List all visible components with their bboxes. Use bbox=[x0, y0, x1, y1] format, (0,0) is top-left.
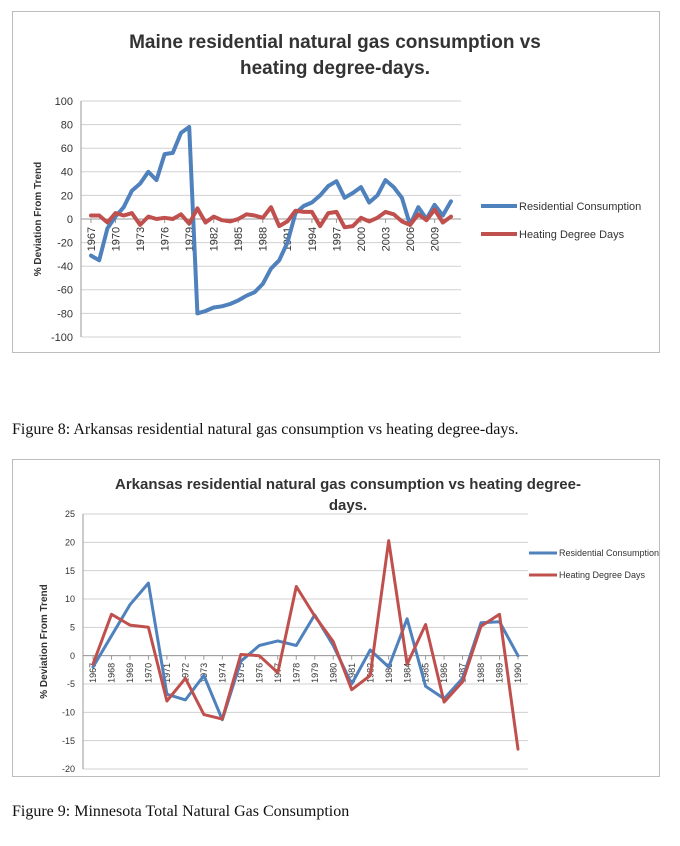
y-tick-label: 10 bbox=[64, 594, 75, 605]
x-tick-label: 1980 bbox=[328, 662, 339, 683]
legend-label: Residential Consumption bbox=[519, 200, 642, 213]
x-tick-label: 1988 bbox=[257, 226, 270, 252]
x-tick-label: 1970 bbox=[143, 662, 154, 683]
x-tick-label: 1979 bbox=[184, 226, 197, 252]
x-tick-label: 1976 bbox=[159, 226, 172, 252]
x-tick-label: 1968 bbox=[106, 662, 117, 683]
figure-8-caption: Figure 8: Arkansas residential natural gas consumption vs heating degree-days. bbox=[12, 421, 519, 438]
x-tick-label: 1985 bbox=[233, 226, 246, 252]
x-tick-label: 1990 bbox=[513, 662, 524, 683]
y-tick-label: -100 bbox=[50, 331, 73, 344]
y-tick-label: 0 bbox=[69, 650, 75, 661]
y-tick-label: 0 bbox=[66, 213, 73, 226]
series-line-heating-degree-days bbox=[91, 207, 451, 227]
arkansas-chart bbox=[12, 459, 660, 777]
y-tick-label: -20 bbox=[57, 237, 73, 250]
x-tick-label: 1986 bbox=[439, 662, 450, 683]
arkansas-chart-svg bbox=[13, 460, 659, 776]
x-tick-label: 1985 bbox=[420, 662, 431, 683]
x-tick-label: 1978 bbox=[291, 662, 302, 683]
chart-title-line: heating degree-days. bbox=[239, 58, 431, 79]
chart-title-line: Maine residential natural gas consumption vs bbox=[129, 32, 541, 53]
x-tick-label: 1967 bbox=[85, 226, 98, 252]
x-tick-label: 1973 bbox=[199, 662, 210, 683]
x-tick-label: 1971 bbox=[162, 662, 173, 683]
y-tick-label: -40 bbox=[57, 261, 73, 274]
x-tick-label: 1983 bbox=[383, 662, 394, 683]
x-tick-label: 2003 bbox=[380, 226, 393, 252]
x-tick-label: 1972 bbox=[180, 662, 191, 683]
y-tick-label: -15 bbox=[61, 735, 75, 746]
maine-chart bbox=[12, 11, 660, 353]
y-tick-label: -5 bbox=[66, 679, 75, 690]
x-tick-label: 1969 bbox=[125, 662, 136, 683]
x-tick-label: 2006 bbox=[404, 226, 417, 252]
x-tick-label: 1977 bbox=[272, 662, 283, 683]
y-tick-label: -80 bbox=[57, 308, 73, 321]
x-tick-label: 1988 bbox=[476, 662, 487, 683]
y-tick-label: -20 bbox=[61, 764, 75, 775]
legend-label: Heating Degree Days bbox=[519, 228, 625, 241]
x-tick-label: 1967 bbox=[88, 662, 99, 683]
y-tick-label: 25 bbox=[64, 509, 75, 520]
x-tick-label: 1974 bbox=[217, 662, 228, 683]
legend-label: Residential Consumption bbox=[559, 548, 659, 559]
y-tick-label: 100 bbox=[54, 95, 73, 108]
x-tick-label: 1981 bbox=[346, 662, 357, 683]
x-tick-label: 1970 bbox=[110, 226, 123, 252]
x-tick-label: 1989 bbox=[494, 662, 505, 683]
x-tick-label: 1975 bbox=[235, 662, 246, 683]
y-tick-label: 80 bbox=[60, 119, 73, 132]
x-tick-label: 1982 bbox=[208, 226, 221, 252]
chart-title-line: Arkansas residential natural gas consumption vs heating degree- bbox=[115, 476, 581, 493]
y-tick-label: 5 bbox=[69, 622, 75, 633]
x-tick-label: 1997 bbox=[331, 226, 344, 252]
maine-chart-svg bbox=[13, 12, 659, 352]
chart-title-line: days. bbox=[328, 497, 368, 514]
y-tick-label: 40 bbox=[60, 166, 73, 179]
x-tick-label: 2009 bbox=[429, 226, 442, 252]
x-tick-label: 1984 bbox=[402, 662, 413, 683]
y-tick-label: 60 bbox=[60, 143, 73, 156]
y-axis-label: % Deviation From Trend bbox=[33, 161, 44, 277]
y-tick-label: -60 bbox=[57, 284, 73, 297]
x-tick-label: 2000 bbox=[355, 226, 368, 252]
figure-9-caption: Figure 9: Minnesota Total Natural Gas Consumption bbox=[12, 803, 350, 820]
x-tick-label: 1991 bbox=[282, 226, 295, 252]
x-tick-label: 1976 bbox=[254, 662, 265, 683]
y-tick-label: -10 bbox=[61, 707, 75, 718]
legend-label: Heating Degree Days bbox=[559, 570, 646, 581]
x-tick-label: 1973 bbox=[134, 226, 147, 252]
y-axis-label: % Deviation From Trend bbox=[39, 584, 50, 699]
x-tick-label: 1987 bbox=[457, 662, 468, 683]
y-tick-label: 15 bbox=[64, 565, 75, 576]
y-tick-label: 20 bbox=[60, 190, 73, 203]
x-tick-label: 1994 bbox=[306, 226, 319, 252]
x-tick-label: 1982 bbox=[365, 662, 376, 683]
series-line-heating-degree-days bbox=[93, 541, 518, 750]
x-tick-label: 1979 bbox=[309, 662, 320, 683]
y-tick-label: 20 bbox=[64, 537, 75, 548]
